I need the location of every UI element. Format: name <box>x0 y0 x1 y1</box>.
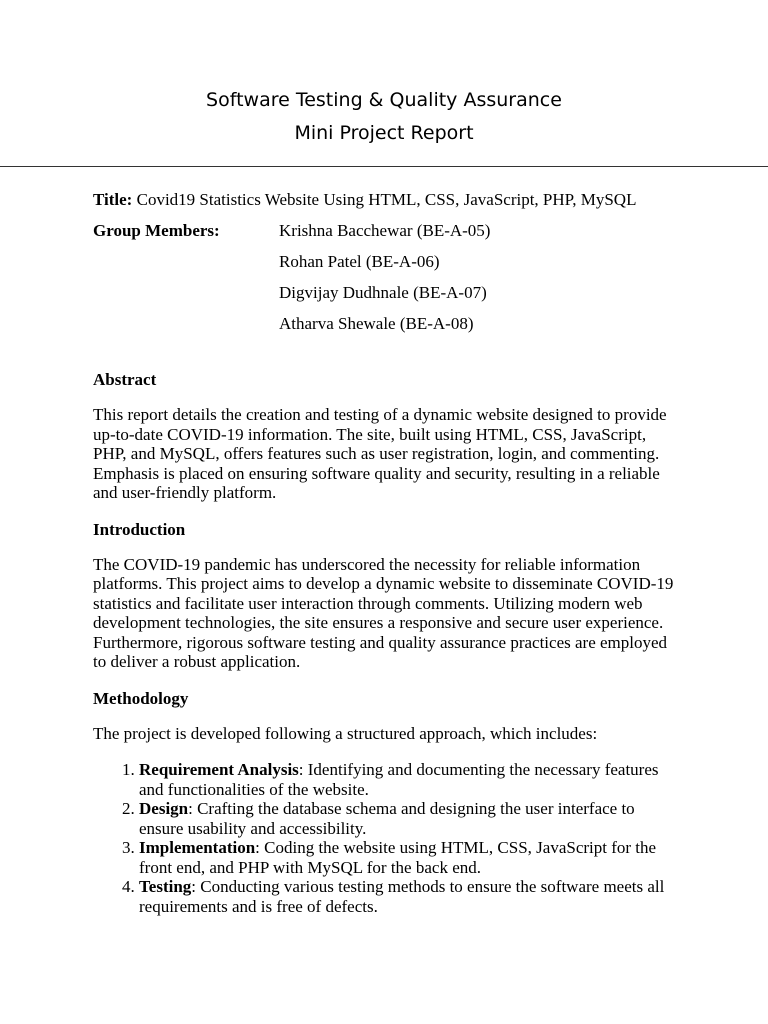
step-text: : Conducting various testing methods to ensure the software meets all requirements and is free of defects. <box>139 877 665 916</box>
group-members-label: Group Members: <box>93 221 220 240</box>
methodology-steps <box>93 760 683 916</box>
project-title-row <box>93 188 683 212</box>
report-subtitle: Mini Project Report <box>294 122 474 144</box>
step-text: : Crafting the database schema and designing the user interface to ensure usability and accessibility. <box>139 799 635 838</box>
abstract-text: This report details the creation and testing of a dynamic website designed to provide up-to-date COVID-19 information. The site, built using HTML, CSS, JavaScript, PHP, and MySQL, offers features such as user registration, login, and commenting. Emphasis is placed on ensuring software quality and security, resulting in a reliable and user-friendly platform. <box>93 405 667 502</box>
methodology-heading: Methodology <box>93 688 189 708</box>
list-item <box>139 877 683 916</box>
group-members <box>93 219 683 343</box>
member-item: Krishna Bacchewar (BE-A-05) <box>279 221 491 240</box>
step-term: Requirement Analysis <box>139 760 299 779</box>
project-title: Covid19 Statistics Website Using HTML, CSS, JavaScript, PHP, MySQL <box>136 190 637 209</box>
report-header <box>0 84 768 150</box>
member-item: Digvijay Dudhnale (BE-A-07) <box>279 283 487 302</box>
title-label: Title: <box>93 190 133 209</box>
abstract-heading: Abstract <box>93 370 157 389</box>
list-item <box>139 838 683 877</box>
step-term: Design <box>139 799 189 818</box>
step-text: : Coding the website using HTML, CSS, JavaScript for the front end, and PHP with MySQL for the back end. <box>139 838 657 877</box>
report-body <box>93 188 683 916</box>
member-item: Rohan Patel (BE-A-06) <box>279 252 440 271</box>
list-item <box>139 799 683 838</box>
introduction-text: The COVID-19 pandemic has underscored the necessity for reliable information platforms. This project aims to develop a dynamic website to disseminate COVID-19 statistics and facilitate user interaction through comments. Utilizing modern web development technologies, the site ensures a responsive and secure user experience. Furthermore, rigorous software testing and quality assurance practices are employed to deliver a robust application. <box>93 554 674 671</box>
step-term: Testing <box>139 877 192 896</box>
introduction-heading: Introduction <box>93 519 186 539</box>
list-item <box>139 760 683 799</box>
step-text: : Identifying and documenting the necessary features and functionalities of the website. <box>139 760 659 799</box>
step-term: Implementation <box>139 838 256 857</box>
header-divider <box>0 166 768 167</box>
course-title: Software Testing & Quality Assurance <box>206 89 562 111</box>
member-item: Atharva Shewale (BE-A-08) <box>279 314 474 333</box>
methodology-intro: The project is developed following a structured approach, which includes: <box>93 723 598 743</box>
